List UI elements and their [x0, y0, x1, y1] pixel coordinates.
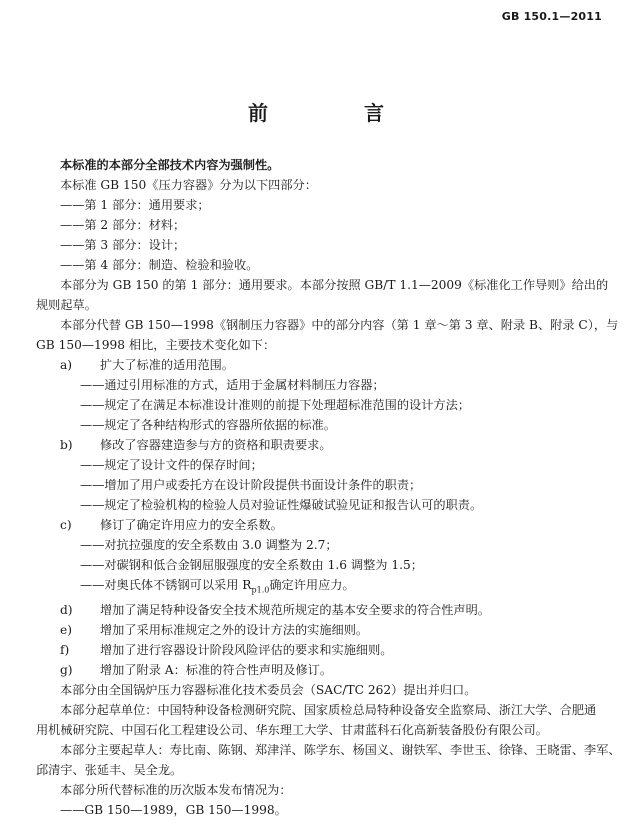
history-item: ——GB 150—1989，GB 150—1998。: [60, 803, 287, 818]
list-text: 扩大了标准的适用范围。: [100, 358, 235, 372]
sub-item-b3: ——规定了检验机构的检验人员对验证性爆破试验见证和报告认可的职责。: [80, 498, 483, 512]
list-item-b: [36, 435, 606, 455]
list-label: f): [60, 643, 70, 658]
list-text: 增加了进行容器设计阶段风险评估的要求和实施细则。: [100, 643, 393, 658]
sub-item-c2: ——对碳钢和低合金钢屈服强度的安全系数由 1.6 调整为 1.5；: [80, 558, 423, 572]
paragraph-drafters-line2: 邱清宇、张延丰、吴全龙。: [36, 763, 183, 778]
list-text: 增加了满足特种设备安全技术规范所规定的基本安全要求的符合性声明。: [100, 603, 490, 618]
sub-item-c3-tail: 确定许用应力。: [269, 578, 355, 592]
sub-item-a1: ——通过引用标准的方式，适用于金属材料制压力容器；: [80, 378, 385, 392]
sub-item-c1: ——对抗拉强度的安全系数由 3.0 调整为 2.7；: [80, 538, 338, 552]
subscript: p1.0: [251, 585, 270, 595]
sub-item-a2: ——规定了在满足本标准设计准则的前提下处理超标准范围的设计方法；: [80, 398, 470, 412]
sub-item-a3: ——规定了各种结构形式的容器所依据的标准。: [80, 418, 336, 432]
list-label: a): [60, 358, 73, 372]
list-item-g: [36, 660, 606, 680]
page-title: 前 言: [248, 101, 422, 125]
list-item-part1: ——第 1 部分：通用要求；: [60, 198, 210, 212]
list-label: c): [60, 518, 72, 532]
sub-item-b1: ——规定了设计文件的保存时间；: [80, 458, 263, 472]
document-code: GB 150.1—2011: [501, 10, 602, 23]
paragraph-proposer: 本部分由全国锅炉压力容器标准化技术委员会（SAC/TC 262）提出并归口。: [60, 683, 477, 698]
mandatory-statement: 本标准的本部分全部技术内容为强制性。: [60, 158, 280, 172]
list-item-part4: ——第 4 部分：制造、检验和验收。: [60, 258, 259, 272]
paragraph-parts-intro: 本标准 GB 150《压力容器》分为以下四部分：: [60, 178, 317, 192]
list-label: e): [60, 623, 72, 638]
sub-item-b2: ——增加了用户或委托方在设计阶段提供书面设计条件的职责；: [80, 478, 422, 492]
list-item-part3: ——第 3 部分：设计；: [60, 238, 186, 252]
paragraph-drafting-units-line2: 用机械研究院、中国石化工程建设公司、华东理工大学、甘肃蓝科石化高新装备股份有限公司。: [36, 723, 548, 738]
list-text: 增加了采用标准规定之外的设计方法的实施细则。: [100, 623, 369, 638]
document-body: [36, 155, 621, 820]
paragraph-history: 本部分所代替标准的历次版本发布情况为：: [60, 783, 292, 798]
list-item-c: [36, 515, 606, 535]
paragraph-part1-line1: 本部分为 GB 150 的第 1 部分：通用要求。本部分按照 GB/T 1.1—2009《标准化工作导则》给出的: [60, 278, 609, 292]
list-item-f: [36, 640, 606, 660]
paragraph-replaces-line1: 本部分代替 GB 150—1998《钢制压力容器》中的部分内容（第 1 章～第 3 章、附录 B、附录 C），与: [60, 318, 619, 332]
paragraph-drafting-units-line1: 本部分起草单位：中国特种设备检测研究院、国家质检总局特种设备安全监察局、浙江大学、合肥通: [60, 703, 597, 718]
list-item-part2: ——第 2 部分：材料；: [60, 218, 186, 232]
sub-item-c3-text: ——对奥氏体不锈钢可以采用 R: [80, 578, 252, 592]
list-text: 增加了附录 A：标准的符合性声明及修订。: [100, 663, 333, 678]
paragraph-drafters-line1: 本部分主要起草人：寿比南、陈钢、郑津洋、陈学东、杨国义、谢铁军、李世玉、徐锋、王晓雷、李军、: [60, 743, 621, 758]
list-item-d: [36, 600, 606, 620]
list-label: b): [60, 438, 73, 452]
list-label: d): [60, 603, 73, 618]
sub-item-c3: [36, 575, 606, 600]
paragraph-part1-line2: 规则起草。: [36, 298, 97, 312]
list-label: g): [60, 663, 73, 678]
paragraph-replaces-line2: GB 150—1998 相比，主要技术变化如下：: [36, 338, 276, 352]
list-item-a: [36, 355, 606, 375]
list-item-e: [36, 620, 606, 640]
list-text: 修订了确定许用应力的安全系数。: [100, 518, 283, 532]
list-text: 修改了容器建造参与方的资格和职责要求。: [100, 438, 332, 452]
